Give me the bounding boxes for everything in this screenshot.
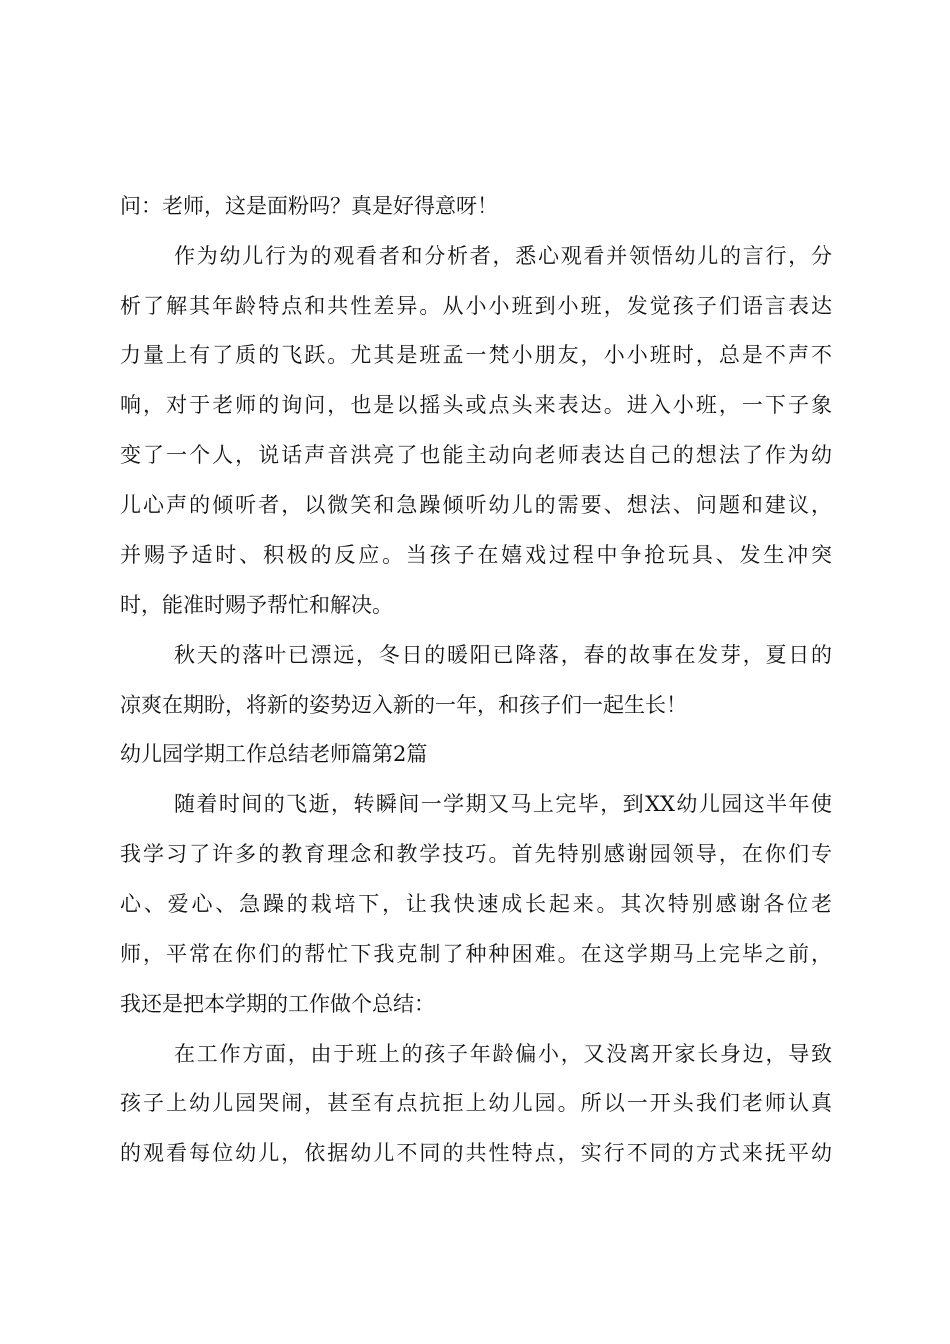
- text-line: 变了一个人，说话声音洪亮了也能主动向老师表达自己的想法了作为幼: [120, 443, 832, 467]
- text-line: 凉爽在期盼，将新的姿势迈入新的一年，和孩子们一起生长！: [120, 693, 687, 717]
- text-line: 析了解其年龄特点和共性差异。从小小班到小班，发觉孩子们语言表达: [120, 294, 832, 318]
- text-line: 我还是把本学期的工作做个总结：: [120, 992, 435, 1016]
- paragraph-first-line: 随着时间的飞逝，转瞬间一学期又马上完毕，到XX幼儿园这半年使: [174, 792, 832, 816]
- paragraph-first-line: 作为幼儿行为的观看者和分析者，悉心观看并领悟幼儿的言行，分: [174, 244, 832, 268]
- text-line: 我学习了许多的教育理念和教学技巧。首先特别感谢园领导，在你们专: [120, 842, 832, 866]
- text-line: 问：老师，这是面粉吗？真是好得意呀！: [120, 194, 498, 218]
- text-line: 师，平常在你们的帮忙下我克制了种种困难。在这学期马上完毕之前，: [120, 942, 832, 966]
- text-line: 孩子上幼儿园哭闹，甚至有点抗拒上幼儿园。所以一开头我们老师认真: [120, 1091, 832, 1115]
- text-line: 并赐予适时、积极的反应。当孩子在嬉戏过程中争抢玩具、发生冲突: [120, 543, 832, 567]
- paragraph-first-line: 在工作方面，由于班上的孩子年龄偏小，又没离开家长身边，导致: [174, 1042, 832, 1066]
- text-line: 儿心声的倾听者，以微笑和急躁倾听幼儿的需要、想法、问题和建议，: [120, 493, 832, 517]
- section-heading: 幼儿园学期工作总结老师篇第2篇: [120, 742, 428, 766]
- text-line: 时，能准时赐予帮忙和解决。: [120, 593, 393, 617]
- text-line: 心、爱心、急躁的栽培下，让我快速成长起来。其次特别感谢各位老: [120, 892, 832, 916]
- text-line: 的观看每位幼儿，依据幼儿不同的共性特点，实行不同的方式来抚平幼: [120, 1141, 832, 1165]
- text-line: 响，对于老师的询问，也是以摇头或点头来表达。进入小班，一下子象: [120, 393, 832, 417]
- text-line: 力量上有了质的飞跃。尤其是班孟一梵小朋友，小小班时，总是不声不: [120, 343, 832, 367]
- paragraph-first-line: 秋天的落叶已漂远，冬日的暖阳已降落，春的故事在发芽，夏日的: [174, 643, 832, 667]
